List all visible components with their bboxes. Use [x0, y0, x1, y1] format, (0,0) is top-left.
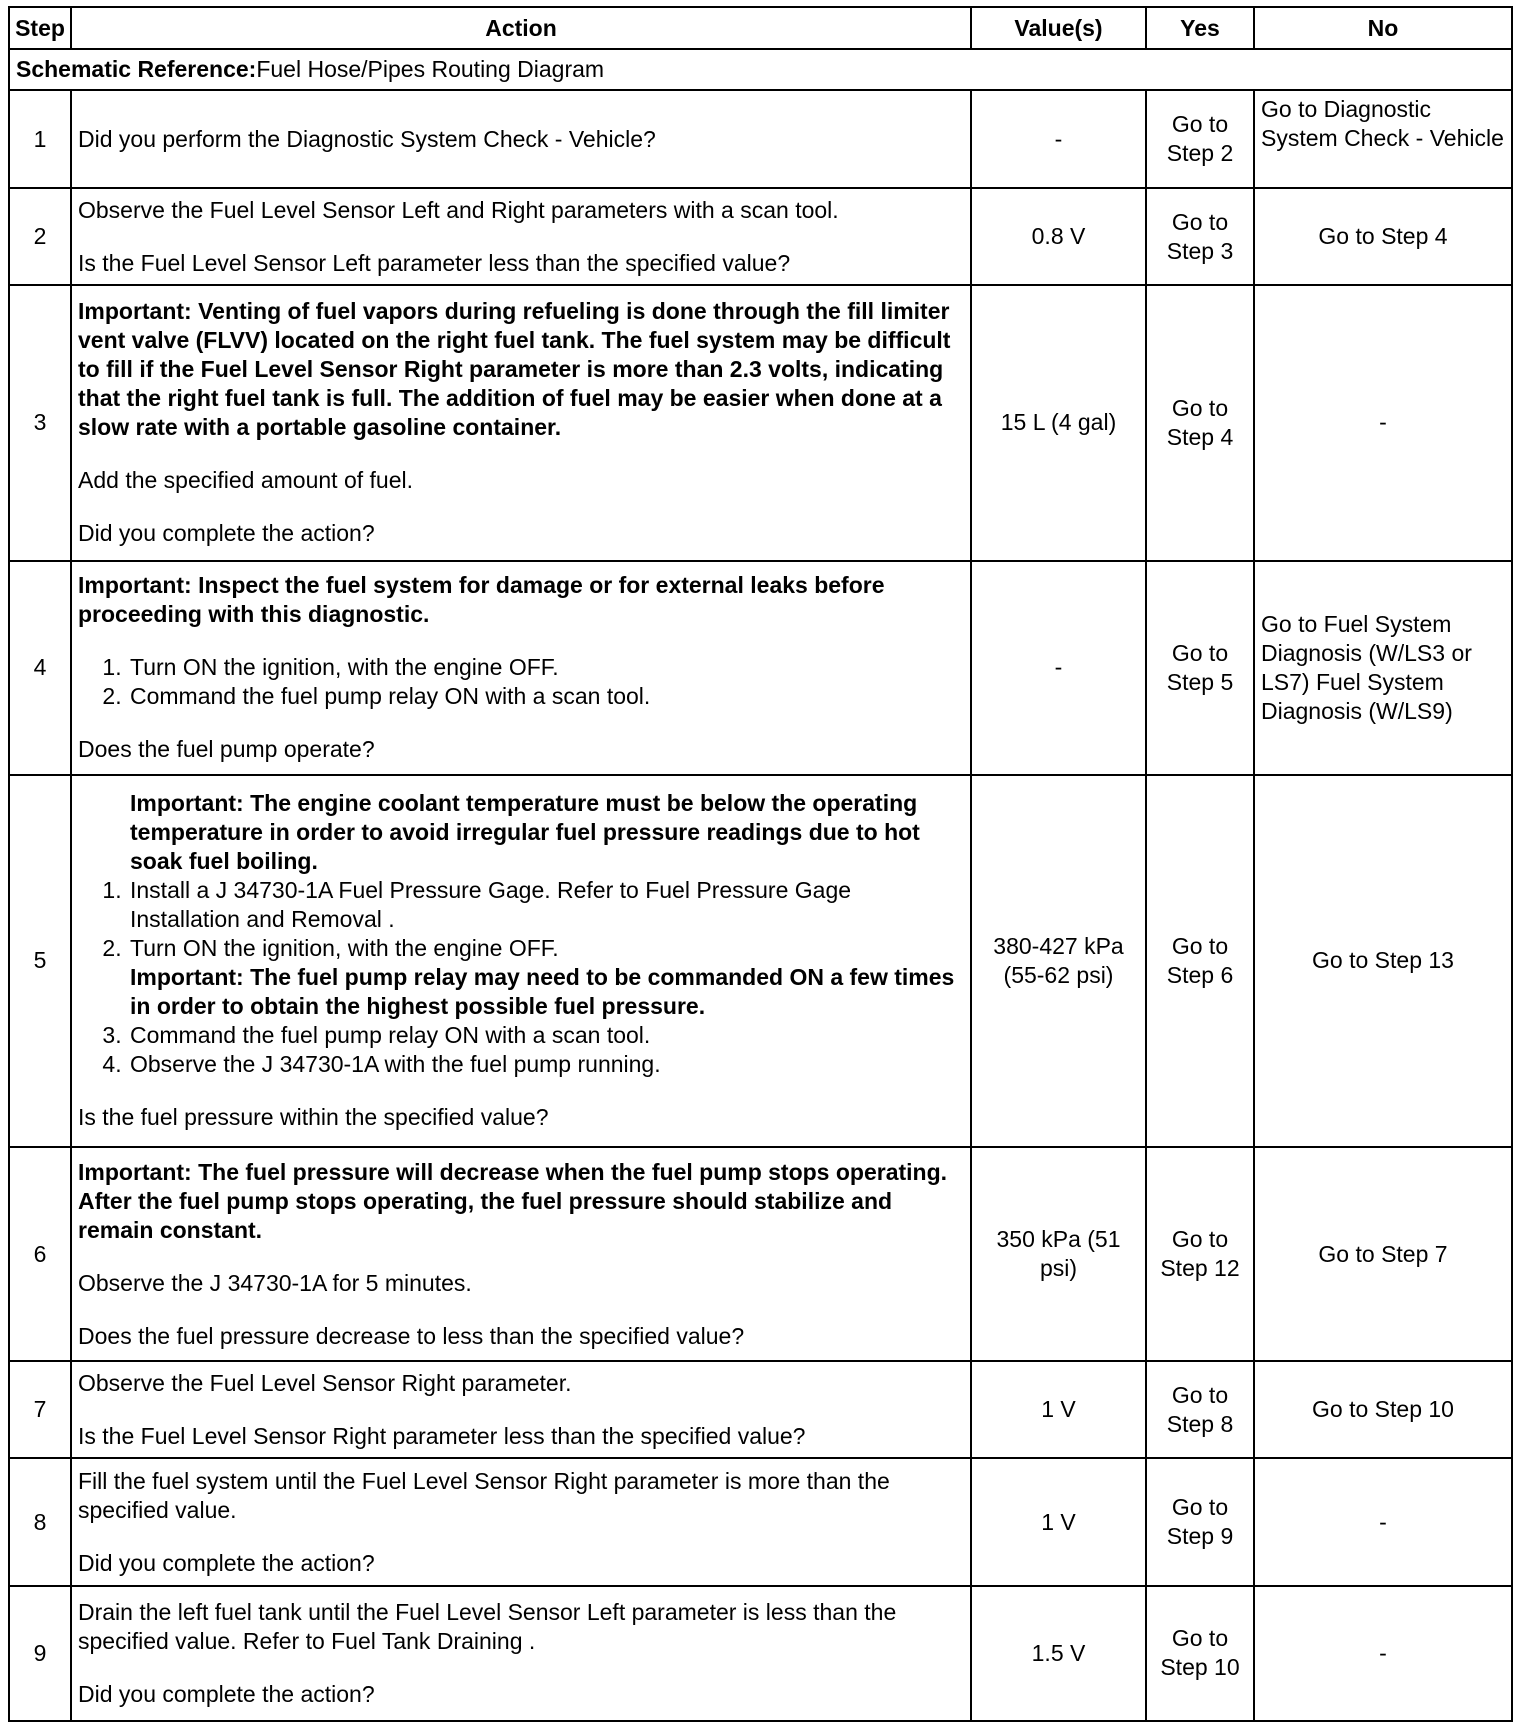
action-question: Does the fuel pump operate?	[78, 736, 375, 763]
action-question: Is the Fuel Level Sensor Right parameter less than the specified value?	[78, 1422, 806, 1449]
yes-link[interactable]: Go to Step 5	[1146, 561, 1254, 775]
table-row	[9, 1458, 1512, 1586]
no-link: -	[1254, 1586, 1512, 1721]
action-question: Is the fuel pressure within the specified value?	[78, 1104, 549, 1131]
no-link[interactable]: Go to Step 7	[1254, 1147, 1512, 1361]
action-cell	[71, 1361, 971, 1458]
header-yes: Yes	[1146, 7, 1254, 49]
action-text: Observe the Fuel Level Sensor Left and Right parameters with a scan tool.	[78, 196, 839, 223]
yes-link[interactable]: Go to Step 3	[1146, 188, 1254, 285]
list-item: 4. Observe the J 34730-1A with the fuel pump running.	[128, 1050, 964, 1079]
step-number: 5	[9, 775, 71, 1147]
yes-link[interactable]: Go to Step 9	[1146, 1458, 1254, 1586]
step-number: 6	[9, 1147, 71, 1361]
no-link: -	[1254, 285, 1512, 560]
header-no: No	[1254, 7, 1512, 49]
action-text: Did you perform the Diagnostic System Check - Vehicle?	[78, 125, 656, 152]
action-steps-list	[78, 876, 964, 1079]
header-step: Step	[9, 7, 71, 49]
value-cell: 15 L (4 gal)	[971, 285, 1146, 560]
action-text: Observe the J 34730-1A for 5 minutes.	[78, 1269, 472, 1296]
table-row	[9, 1361, 1512, 1458]
action-cell	[71, 561, 971, 775]
action-cell	[71, 1458, 971, 1586]
important-note: Important: Venting of fuel vapors during refueling is done through the fill limiter vent valve (FLVV) located on the right fuel tank. The fuel system may be difficult to fill if the Fuel Level Sensor Right parameter is more than 2.3 volts, indicating that the right fuel tank is full. The addition of fuel may be easier when done at a slow rate with a portable gasoline container.	[78, 298, 951, 441]
list-item: 2. Command the fuel pump relay ON with a scan tool.	[128, 682, 964, 711]
diagnostic-table	[8, 6, 1513, 1722]
action-question: Did you complete the action?	[78, 520, 375, 547]
action-question: Does the fuel pressure decrease to less than the specified value?	[78, 1322, 745, 1349]
value-cell: -	[971, 561, 1146, 775]
action-question: Did you complete the action?	[78, 1549, 375, 1576]
no-link[interactable]: Go to Diagnostic System Check - Vehicle	[1254, 90, 1512, 188]
list-item: 1. Install a J 34730-1A Fuel Pressure Gage. Refer to Fuel Pressure Gage Installation and Removal .	[128, 876, 964, 934]
yes-link[interactable]: Go to Step 4	[1146, 285, 1254, 560]
action-cell	[71, 90, 971, 188]
value-cell: 380-427 kPa (55-62 psi)	[971, 775, 1146, 1147]
no-link[interactable]: Go to Step 10	[1254, 1361, 1512, 1458]
table-row	[9, 285, 1512, 560]
yes-link[interactable]: Go to Step 10	[1146, 1586, 1254, 1721]
list-item: 3. Command the fuel pump relay ON with a scan tool.	[128, 1021, 964, 1050]
schematic-row	[9, 49, 1512, 90]
action-cell	[71, 1147, 971, 1361]
no-link[interactable]: Go to Step 4	[1254, 188, 1512, 285]
action-question: Did you complete the action?	[78, 1680, 375, 1707]
step-number: 2	[9, 188, 71, 285]
header-values: Value(s)	[971, 7, 1146, 49]
table-row	[9, 561, 1512, 775]
value-cell: -	[971, 90, 1146, 188]
action-cell	[71, 285, 971, 560]
important-note: Important: The fuel pump relay may need to be commanded ON a few times in order to obtain the highest possible fuel pressure.	[130, 964, 955, 1020]
schematic-link[interactable]: Fuel Hose/Pipes Routing Diagram	[256, 56, 605, 83]
step-number: 3	[9, 285, 71, 560]
value-cell: 1 V	[971, 1458, 1146, 1586]
value-cell: 350 kPa (51 psi)	[971, 1147, 1146, 1361]
value-cell: 1.5 V	[971, 1586, 1146, 1721]
action-text: Drain the left fuel tank until the Fuel Level Sensor Left parameter is less than the specified value. Refer to Fuel Tank Draining .	[78, 1598, 897, 1654]
schematic-reference	[9, 49, 1512, 90]
step-number: 7	[9, 1361, 71, 1458]
list-item	[128, 934, 964, 1021]
table-row	[9, 775, 1512, 1147]
yes-link[interactable]: Go to Step 2	[1146, 90, 1254, 188]
step-number: 9	[9, 1586, 71, 1721]
header-row	[9, 7, 1512, 49]
value-cell: 1 V	[971, 1361, 1146, 1458]
yes-link[interactable]: Go to Step 6	[1146, 775, 1254, 1147]
no-link[interactable]: Go to Step 13	[1254, 775, 1512, 1147]
action-text: Observe the Fuel Level Sensor Right parameter.	[78, 1369, 572, 1396]
value-cell: 0.8 V	[971, 188, 1146, 285]
list-item: 1. Turn ON the ignition, with the engine OFF.	[128, 653, 964, 682]
table-row	[9, 1586, 1512, 1721]
table-row	[9, 90, 1512, 188]
action-cell	[71, 775, 971, 1147]
no-link[interactable]: Go to Fuel System Diagnosis (W/LS3 or LS7) Fuel System Diagnosis (W/LS9)	[1254, 561, 1512, 775]
header-action: Action	[71, 7, 971, 49]
yes-link[interactable]: Go to Step 12	[1146, 1147, 1254, 1361]
list-item-text: Turn ON the ignition, with the engine OFF.	[130, 935, 559, 962]
table-row	[9, 188, 1512, 285]
action-text: Add the specified amount of fuel.	[78, 467, 413, 494]
important-note: Important: Inspect the fuel system for damage or for external leaks before proceeding with this diagnostic.	[78, 572, 885, 628]
step-number: 1	[9, 90, 71, 188]
step-number: 4	[9, 561, 71, 775]
action-cell	[71, 188, 971, 285]
important-note: Important: The engine coolant temperature must be below the operating temperature in order to avoid irregular fuel pressure readings due to hot soak fuel boiling.	[130, 790, 920, 875]
important-note: Important: The fuel pressure will decrease when the fuel pump stops operating. After the fuel pump stops operating, the fuel pressure should stabilize and remain constant.	[78, 1158, 948, 1243]
step-number: 8	[9, 1458, 71, 1586]
yes-link[interactable]: Go to Step 8	[1146, 1361, 1254, 1458]
action-cell	[71, 1586, 971, 1721]
action-question: Is the Fuel Level Sensor Left parameter less than the specified value?	[78, 249, 791, 276]
schematic-label: Schematic Reference:	[16, 56, 257, 83]
table-row	[9, 1147, 1512, 1361]
action-steps-list	[78, 653, 964, 711]
action-text: Fill the fuel system until the Fuel Level Sensor Right parameter is more than the specified value.	[78, 1467, 890, 1523]
no-link: -	[1254, 1458, 1512, 1586]
